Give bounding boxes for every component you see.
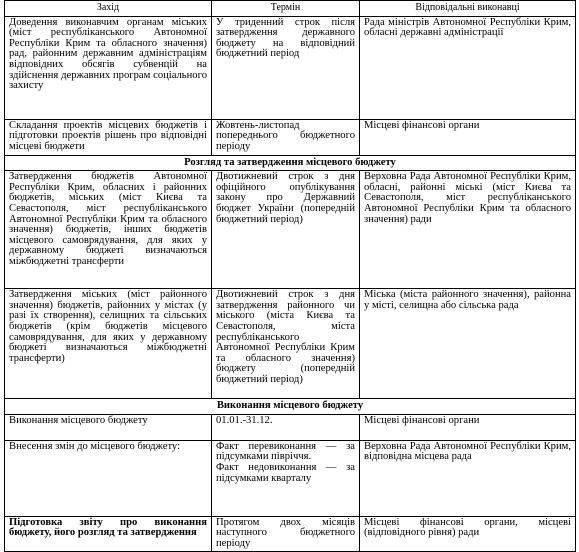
measure-cell: Доведення виконавчим органам міських (міст республіканського Автономної Республіки Крим та обласного значення) рад, районним державним адміністраціям відповідних обсягів субвенцій на здійснення державних програм соціального захисту: [5, 16, 212, 119]
header-responsible: Відповідальні виконавці: [360, 1, 576, 17]
table-row: [5, 16, 576, 119]
term-cell: У триденний строк після затвердження державного бюджету на відповідний бюджетний період: [212, 16, 360, 119]
table-header-row: [5, 1, 576, 17]
responsible-cell: Верховна Рада Автономної Республіки Крим, обласні, районні міські (міст Києва та Севастополя, міст республіканського Автономної Республіки Крим та обласного значення) ради: [360, 171, 576, 289]
table-row: [5, 119, 576, 155]
measure-cell: Внесення змін до місцевого бюджету:: [5, 440, 212, 516]
responsible-cell: Верховна Рада Автономної Республіки Крим, відповідна місцева рада: [360, 440, 576, 516]
measure-cell: Затвердження міських (міст районного значення) бюджетів, районних у містах (у разі їх створення), селищних та сільських бюджетів (крім бюджетів місцевого самоврядування, для яких у державному бюджеті визначаються міжбюджетні трансферти): [5, 289, 212, 399]
measure-cell: Виконання місцевого бюджету: [5, 414, 212, 440]
header-term: Термін: [212, 1, 360, 17]
section-heading: Виконання місцевого бюджету: [5, 399, 576, 415]
term-cell: Двотижневий строк з дня затвердження районного чи міського (міста Києва та Севастополя, міста республіканського Автономної Республіки Крим та обласного значення) бюджету (попередній бюджетний період): [212, 289, 360, 399]
term-cell: Двотижневий строк з дня офіційного опублікування закону про Державний бюджет України (попередній бюджетний період): [212, 171, 360, 289]
header-measure: Захід: [5, 1, 212, 17]
measure-cell: Затвердження бюджетів Автономної Республіки Крим, обласних і районних бюджетів, міських (міст Києва та Севастополя, міст республіканського Автономної Республіки Крим та обласного значення) бюджетів, інших бюджетів місцевого самоврядування, для яких у державному бюджеті визначаються міжбюджетні трансферти: [5, 171, 212, 289]
section-heading: Розгляд та затвердження місцевого бюджету: [5, 155, 576, 171]
term-underfulfilment: Факт недовиконання — за підсумками кварталу: [216, 461, 355, 484]
table-row: [5, 171, 576, 289]
term-cell: [212, 440, 360, 516]
responsible-cell: Місцеві фінансові органи: [360, 119, 576, 155]
term-overfulfilment: Факт перевиконання — за підсумками півріччя.: [216, 440, 355, 463]
table-row: [5, 516, 576, 551]
responsible-cell: Місцеві фінансові органи, місцеві (відповідного рівня) ради: [360, 516, 576, 551]
responsible-cell: Рада міністрів Автономної Республіки Крим, обласні державні адміністрації: [360, 16, 576, 119]
section-row: [5, 155, 576, 171]
measure-cell: Складання проектів місцевих бюджетів і підготовки проектів рішень про відповідні місцеві бюджети: [5, 119, 212, 155]
measure-cell: Підготовка звіту про виконання бюджету, його розгляд та затвердження: [5, 516, 212, 551]
responsible-cell: Міська (міста районного значення), районна у місті, селищна або сільська рада: [360, 289, 576, 399]
budget-process-table: [4, 0, 576, 552]
table-row: [5, 289, 576, 399]
table-row: [5, 440, 576, 516]
term-cell: Жовтень-листопад попереднього бюджетного періоду: [212, 119, 360, 155]
responsible-cell: Місцеві фінансові органи: [360, 414, 576, 440]
term-cell: Протягом двох місяців наступного бюджетного періоду: [212, 516, 360, 551]
table-row: [5, 414, 576, 440]
section-row: [5, 399, 576, 415]
term-cell: 01.01.-31.12.: [212, 414, 360, 440]
